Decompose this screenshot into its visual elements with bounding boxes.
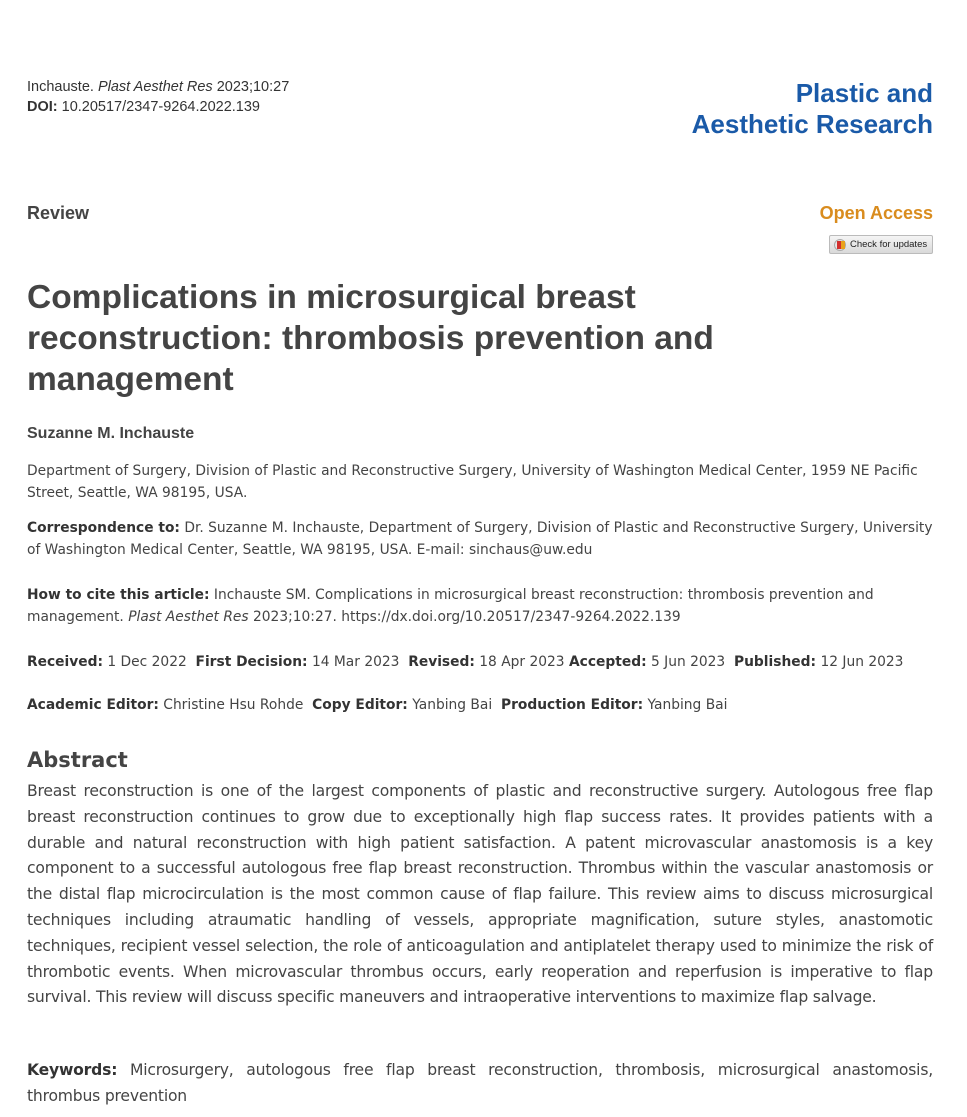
check-for-updates-button[interactable] xyxy=(829,235,933,254)
editors-line xyxy=(27,694,933,716)
academic-editor-label: Academic Editor: xyxy=(27,697,159,713)
received-label: Received: xyxy=(27,654,103,670)
accepted-label: Accepted: xyxy=(568,654,647,670)
cite-label: How to cite this article: xyxy=(27,587,210,603)
doi-value[interactable]: 10.20517/2347-9264.2022.139 xyxy=(61,99,260,115)
doi-label: DOI: xyxy=(27,99,58,115)
open-access-label: Open Access xyxy=(819,203,933,223)
cite-text-before: Inchauste SM. Complications in microsurgical breast reconstruction: thrombosis prevention and management. xyxy=(27,587,874,625)
abstract-text: Breast reconstruction is one of the largest components of plastic and reconstructive surgery. Autologous free flap breast reconstruction continues to grow due to exceptionally high flap success rates. It provides patients with a durable and natural reconstruction with high patient satisfaction. A patent microvascular anastomosis is a key component to a successful autologous free flap breast reconstruction. Thrombus within the vascular anastomosis or the distal flap microcirculation is the most common cause of flap failure. This review aims to discuss microsurgical techniques including atraumatic handling of vessels, appropriate magnification, suture styles, anastomotic techniques, recipient vessel selection, the role of anticoagulation and antiplatelet therapy used to minimize the risk of thrombotic events. When microvascular thrombus occurs, early reoperation and reperfusion is imperative to flap survival. This review will discuss specific maneuvers and intraoperative interventions to maximize flap salvage. xyxy=(27,782,933,1007)
journal-logo[interactable] xyxy=(692,78,933,140)
first-decision-label: First Decision: xyxy=(195,654,308,670)
article-title: Complications in microsurgical breast reconstruction: thrombosis prevention and management xyxy=(27,279,714,398)
published-date: 12 Jun 2023 xyxy=(816,654,904,670)
keywords-label: Keywords: xyxy=(27,1061,118,1079)
cite-journal: Plast Aesthet Res xyxy=(128,609,249,625)
revised-date: 18 Apr 2023 xyxy=(474,654,565,670)
how-to-cite xyxy=(27,584,933,628)
production-editor: Yanbing Bai xyxy=(643,697,728,713)
revised-label: Revised: xyxy=(408,654,475,670)
first-decision-date: 14 Mar 2023 xyxy=(307,654,400,670)
keywords xyxy=(27,1058,933,1110)
copy-editor: Yanbing Bai xyxy=(407,697,493,713)
article-type: Review xyxy=(27,203,90,223)
author-name: Suzanne M. Inchauste xyxy=(27,425,195,442)
correspondence-text: Dr. Suzanne M. Inchauste, Department of Surgery, Division of Plastic and Reconstructive Surgery, University of Washington Medical Center, Seattle, WA 98195, USA. E-mail: sinchaus@uw.edu xyxy=(27,520,933,558)
article-page xyxy=(27,0,933,1117)
check-for-updates-label: Check for updates xyxy=(850,239,928,250)
cite-text-after: 2023;10:27. https://dx.doi.org/10.20517/2347-9264.2022.139 xyxy=(248,609,681,625)
citation-line xyxy=(27,77,289,97)
production-editor-label: Production Editor: xyxy=(500,697,644,713)
abstract-heading: Abstract xyxy=(27,748,128,772)
affiliation: Department of Surgery, Division of Plastic and Reconstructive Surgery, University of Washington Medical Center, 1959 NE Pacific Street, Seattle, WA 98195, USA. xyxy=(27,463,918,501)
journal-name-line2: Aesthetic Research xyxy=(691,109,933,139)
citation-header xyxy=(27,77,289,117)
dates-line xyxy=(27,651,933,673)
published-label: Published: xyxy=(734,654,817,670)
journal-name-line1: Plastic and xyxy=(795,78,933,108)
volume-info: 2023;10:27 xyxy=(216,79,290,95)
correspondence-label: Correspondence to: xyxy=(27,520,180,536)
author-short: Inchauste. xyxy=(27,79,94,95)
correspondence xyxy=(27,517,933,561)
copy-editor-label: Copy Editor: xyxy=(312,697,408,713)
academic-editor: Christine Hsu Rohde xyxy=(158,697,304,713)
crossmark-icon xyxy=(834,239,846,251)
received-date: 1 Dec 2022 xyxy=(103,654,187,670)
keywords-text: Microsurgery, autologous free flap breast reconstruction, thrombosis, microsurgical anastomosis, thrombus prevention xyxy=(27,1061,933,1105)
doi-line xyxy=(27,97,289,117)
journal-abbrev: Plast Aesthet Res xyxy=(97,79,213,95)
accepted-date: 5 Jun 2023 xyxy=(646,654,726,670)
